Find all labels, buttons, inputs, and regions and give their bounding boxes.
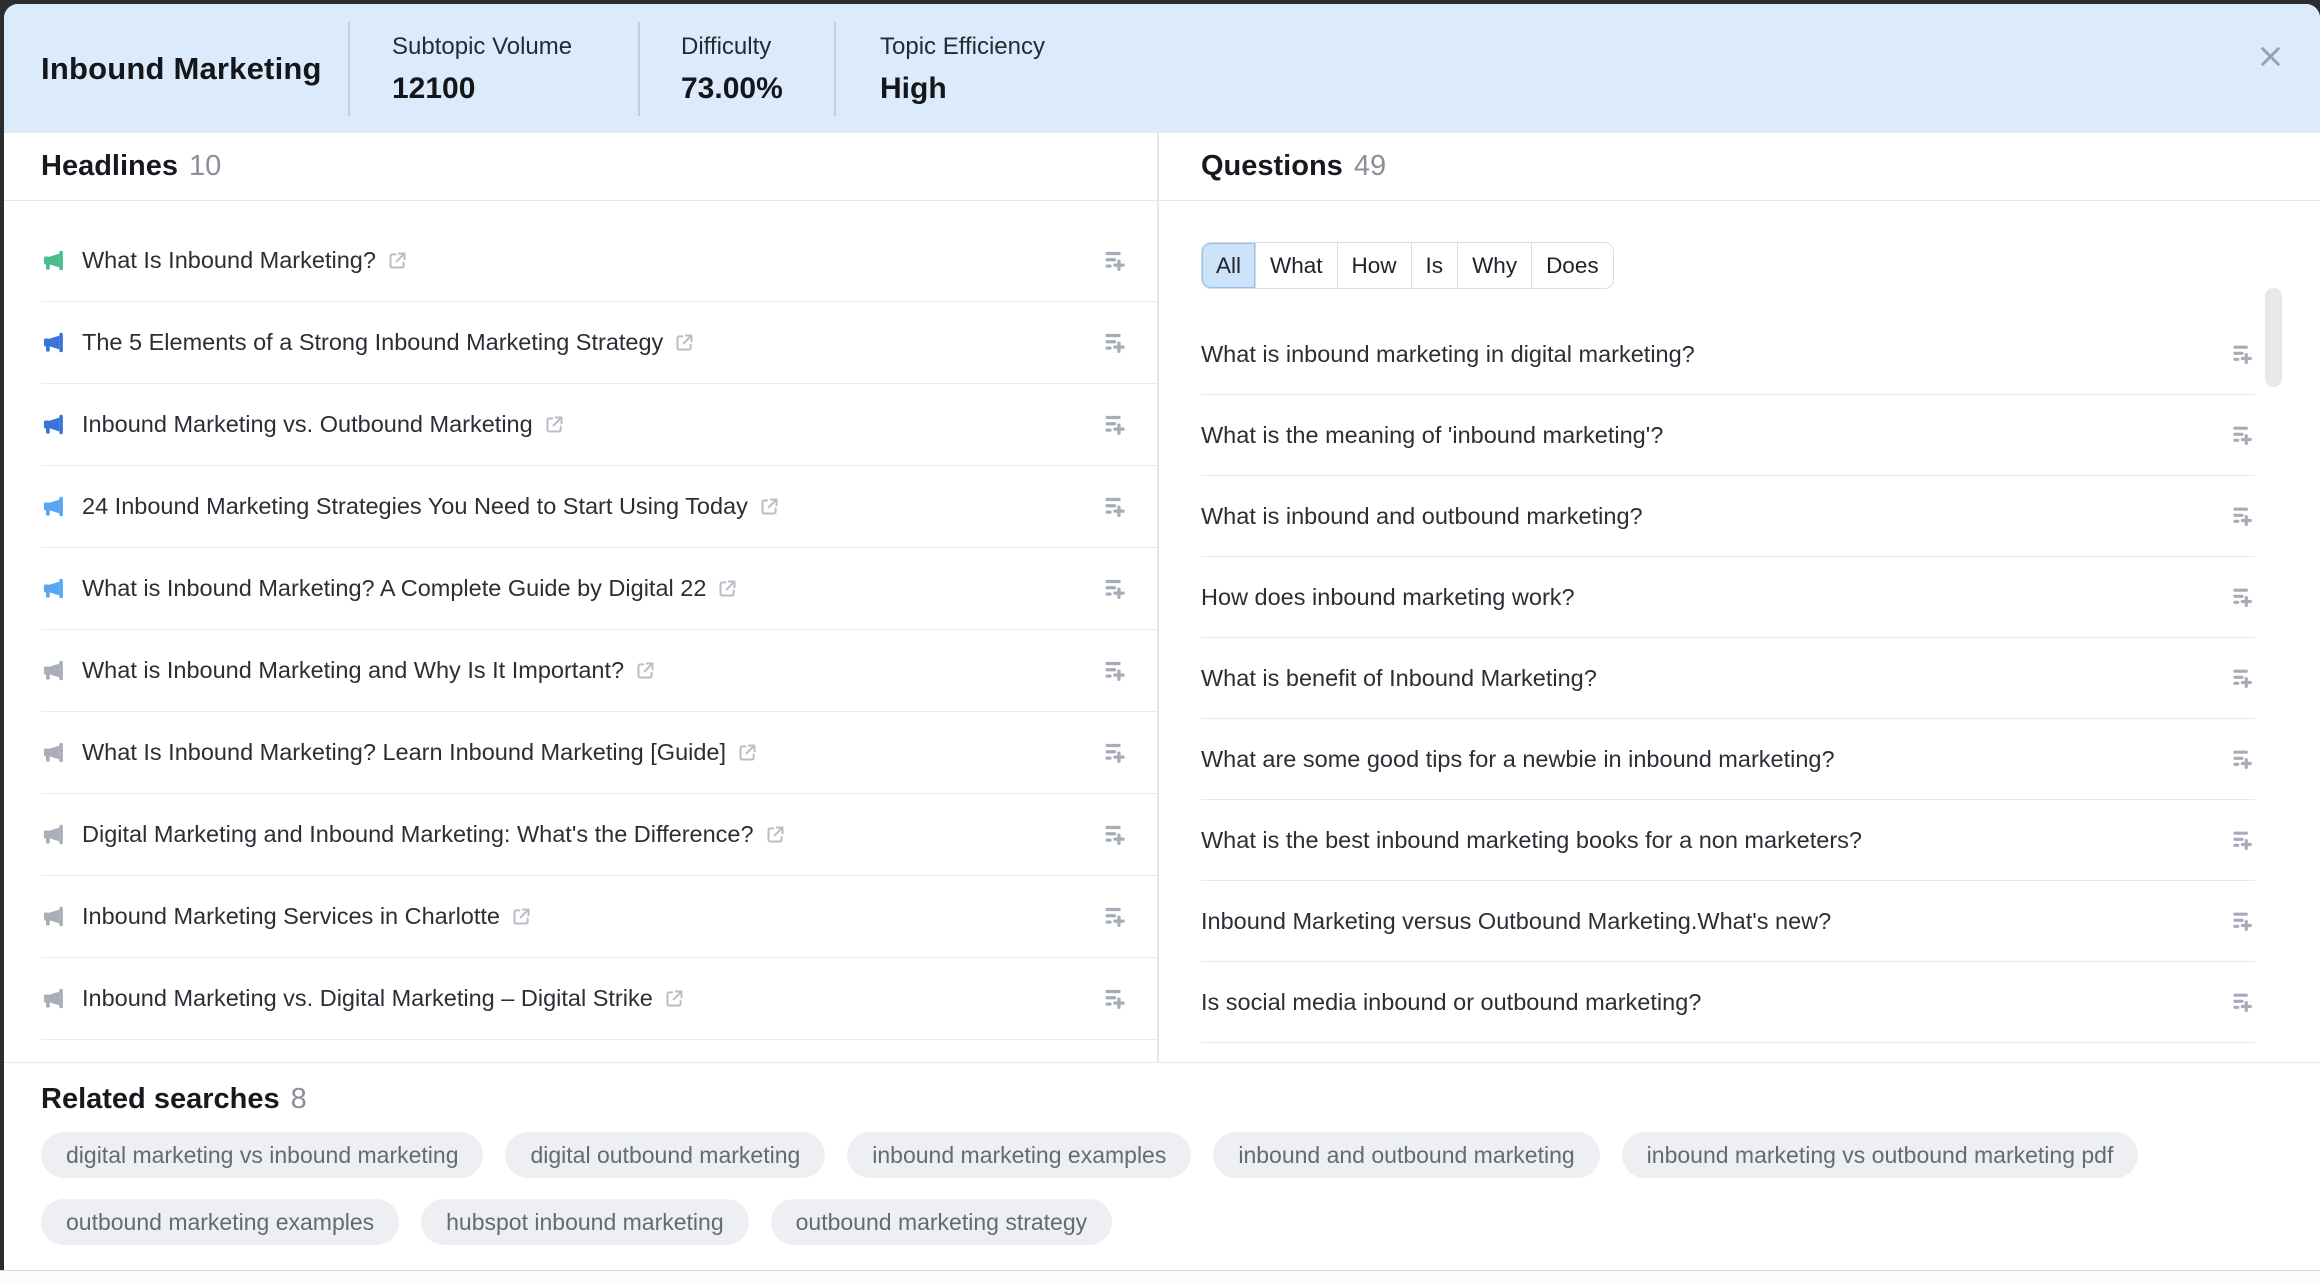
question-text: What is the best inbound marketing books for a non marketers? (1201, 826, 1862, 853)
header-divider (834, 22, 836, 116)
questions-header (1159, 133, 2320, 201)
headline-text: Inbound Marketing vs. Outbound Marketing (82, 411, 533, 437)
megaphone-icon (41, 658, 66, 683)
add-to-list-button[interactable] (2229, 503, 2255, 529)
headline-link[interactable] (41, 329, 695, 356)
headlines-count: 10 (189, 150, 222, 182)
megaphone-icon (41, 576, 66, 601)
related-searches-title: Related searches (41, 1083, 280, 1115)
headline-link[interactable] (41, 985, 685, 1012)
questions-list (1159, 314, 2320, 1043)
topic-title: Inbound Marketing (41, 50, 322, 86)
related-search-chip[interactable]: digital outbound marketing (505, 1132, 825, 1178)
headline-text: Inbound Marketing Services in Charlotte (82, 903, 500, 929)
external-link-icon (664, 988, 685, 1009)
headline-text: What is Inbound Marketing and Why Is It Important? (82, 657, 625, 683)
related-searches-chips (41, 1132, 2281, 1245)
headline-link[interactable] (41, 657, 656, 684)
add-to-list-button[interactable] (1101, 739, 1128, 766)
stat-subtopic-volume (392, 30, 572, 110)
external-link-icon (759, 496, 780, 517)
filter-tab[interactable]: How (1337, 243, 1411, 288)
topic-details-modal (4, 4, 2320, 1271)
headline-row (41, 302, 1157, 384)
content-columns (4, 133, 2320, 1062)
add-to-list-button[interactable] (1101, 903, 1128, 930)
filter-tab[interactable]: What (1255, 243, 1337, 288)
external-link-icon (387, 250, 408, 271)
questions-count: 49 (1353, 150, 1387, 182)
question-filters-area (1159, 201, 2320, 289)
headline-link[interactable] (41, 575, 738, 602)
headline-link[interactable] (41, 247, 408, 274)
headline-row (41, 794, 1157, 876)
headline-row (41, 548, 1157, 630)
close-button[interactable] (2250, 36, 2290, 76)
megaphone-icon (41, 412, 66, 437)
window-bottom-strip (0, 1270, 2320, 1282)
header-divider (638, 22, 640, 116)
add-to-list-button[interactable] (1101, 985, 1128, 1012)
add-to-list-button[interactable] (2229, 584, 2255, 610)
questions-panel (1159, 133, 2320, 1062)
stat-label: Difficulty (681, 33, 772, 60)
related-search-chip[interactable]: outbound marketing strategy (771, 1199, 1113, 1245)
question-text: Inbound Marketing versus Outbound Marketing.What's new? (1201, 907, 1832, 934)
headlines-list (4, 201, 1157, 1040)
question-text: What are some good tips for a newbie in inbound marketing? (1201, 745, 1835, 772)
megaphone-icon (41, 740, 66, 765)
header-divider (348, 22, 350, 116)
headline-text: What Is Inbound Marketing? Learn Inbound Marketing [Guide] (82, 739, 727, 765)
question-row (1201, 638, 2255, 719)
stat-topic-efficiency (880, 30, 1045, 110)
headlines-header (4, 133, 1157, 201)
headline-row (41, 220, 1157, 302)
megaphone-icon (41, 248, 66, 273)
question-row (1201, 557, 2255, 638)
questions-title: Questions (1201, 150, 1343, 182)
related-search-chip[interactable]: inbound and outbound marketing (1213, 1132, 1599, 1178)
questions-scrollbar-thumb[interactable] (2265, 288, 2282, 387)
add-to-list-button[interactable] (1101, 657, 1128, 684)
stat-difficulty (681, 30, 783, 110)
question-row (1201, 314, 2255, 395)
stat-value: 12100 (392, 72, 476, 105)
megaphone-icon (41, 904, 66, 929)
headline-link[interactable] (41, 493, 780, 520)
question-text: What is inbound and outbound marketing? (1201, 502, 1643, 529)
related-search-chip[interactable]: hubspot inbound marketing (421, 1199, 748, 1245)
stat-value: High (880, 72, 947, 105)
filter-tab[interactable]: Why (1457, 243, 1531, 288)
question-text: What is benefit of Inbound Marketing? (1201, 664, 1597, 691)
filter-tab[interactable]: Is (1411, 243, 1458, 288)
add-to-list-button[interactable] (2229, 746, 2255, 772)
related-search-chip[interactable]: inbound marketing vs outbound marketing pdf (1622, 1132, 2139, 1178)
related-searches-count: 8 (290, 1083, 307, 1115)
question-text: What is the meaning of 'inbound marketing'? (1201, 421, 1664, 448)
external-link-icon (511, 906, 532, 927)
add-to-list-button[interactable] (2229, 989, 2255, 1015)
related-searches-header (41, 1083, 2320, 1116)
question-row (1201, 962, 2255, 1043)
question-row (1201, 395, 2255, 476)
headline-text: The 5 Elements of a Strong Inbound Marketing Strategy (82, 329, 664, 355)
megaphone-icon (41, 986, 66, 1011)
question-filters (1201, 242, 1614, 289)
headline-text: Inbound Marketing vs. Digital Marketing – Digital Strike (82, 985, 653, 1011)
external-link-icon (635, 660, 656, 681)
headline-link[interactable] (41, 411, 565, 438)
question-row (1201, 881, 2255, 962)
external-link-icon (717, 578, 738, 599)
headline-row (41, 384, 1157, 466)
headline-text: Digital Marketing and Inbound Marketing: What's the Difference? (82, 821, 754, 847)
headline-link[interactable] (41, 739, 758, 766)
headline-text: 24 Inbound Marketing Strategies You Need to Start Using Today (82, 493, 748, 519)
external-link-icon (765, 824, 786, 845)
headline-link[interactable] (41, 903, 532, 930)
stat-label: Topic Efficiency (880, 33, 1045, 60)
headline-row (41, 876, 1157, 958)
question-row (1201, 800, 2255, 881)
question-text: What is inbound marketing in digital marketing? (1201, 340, 1695, 367)
add-to-list-button[interactable] (1101, 329, 1128, 356)
add-to-list-button[interactable] (2229, 827, 2255, 853)
add-to-list-button[interactable] (1101, 411, 1128, 438)
question-row (1201, 719, 2255, 800)
related-search-chip[interactable]: inbound marketing examples (847, 1132, 1191, 1178)
filter-tab[interactable]: All (1202, 243, 1255, 288)
headline-row (41, 630, 1157, 712)
headline-row (41, 712, 1157, 794)
headline-link[interactable] (41, 821, 786, 848)
headlines-title: Headlines (41, 150, 178, 182)
add-to-list-button[interactable] (1101, 821, 1128, 848)
headlines-panel (4, 133, 1157, 1062)
external-link-icon (544, 414, 565, 435)
add-to-list-button[interactable] (1101, 493, 1128, 520)
filter-tab[interactable]: Does (1531, 243, 1613, 288)
headline-row (41, 958, 1157, 1040)
stat-label: Subtopic Volume (392, 33, 573, 60)
stat-value: 73.00% (681, 72, 783, 105)
question-text: Is social media inbound or outbound marketing? (1201, 988, 1702, 1015)
add-to-list-button[interactable] (2229, 341, 2255, 367)
related-search-chip[interactable]: digital marketing vs inbound marketing (41, 1132, 483, 1178)
megaphone-icon (41, 330, 66, 355)
headline-text: What is Inbound Marketing? A Complete Guide by Digital 22 (82, 575, 707, 601)
headline-row (41, 466, 1157, 548)
modal-header (4, 4, 2320, 133)
add-to-list-button[interactable] (2229, 665, 2255, 691)
add-to-list-button[interactable] (2229, 908, 2255, 934)
add-to-list-button[interactable] (1101, 575, 1128, 602)
close-icon (2257, 43, 2284, 70)
related-search-chip[interactable]: outbound marketing examples (41, 1199, 399, 1245)
external-link-icon (674, 332, 695, 353)
add-to-list-button[interactable] (2229, 422, 2255, 448)
question-text: How does inbound marketing work? (1201, 583, 1575, 610)
megaphone-icon (41, 822, 66, 847)
add-to-list-button[interactable] (1101, 247, 1128, 274)
related-searches-section (4, 1062, 2320, 1271)
megaphone-icon (41, 494, 66, 519)
external-link-icon (737, 742, 758, 763)
question-row (1201, 476, 2255, 557)
headline-text: What Is Inbound Marketing? (82, 247, 376, 273)
